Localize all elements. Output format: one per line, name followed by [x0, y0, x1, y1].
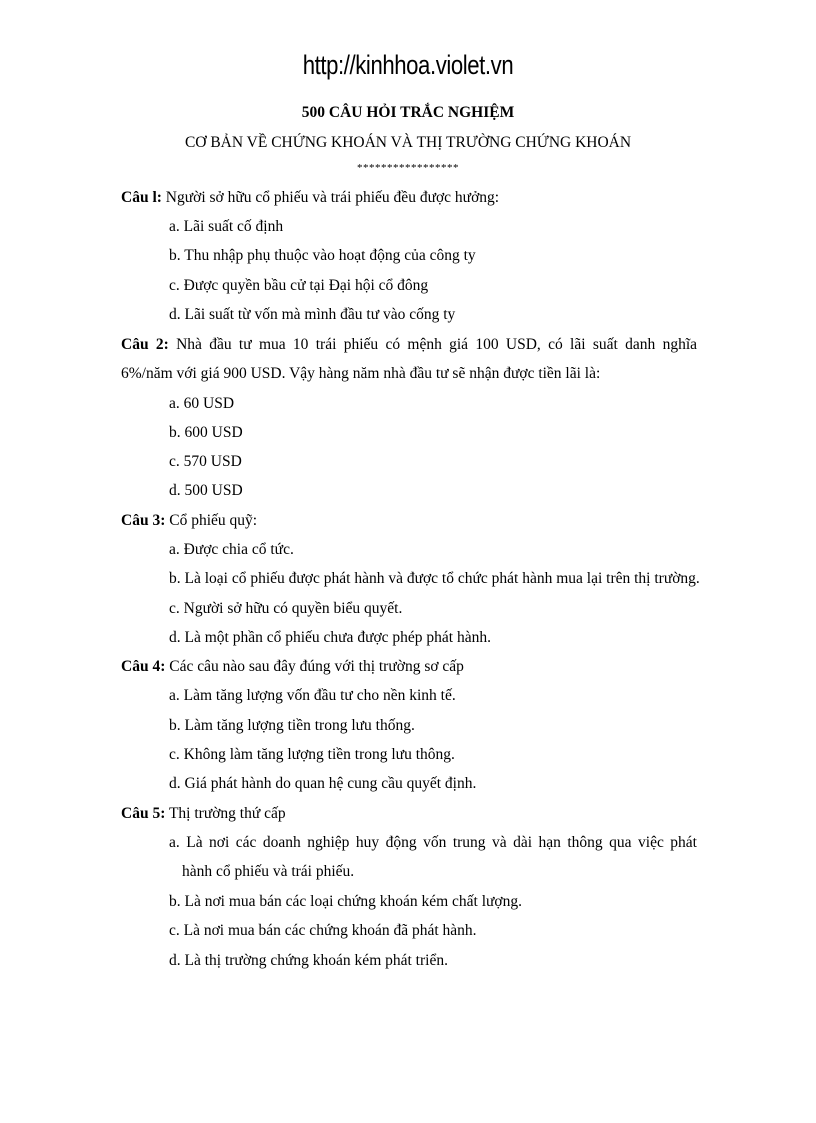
- question-label: Câu l:: [121, 189, 162, 206]
- option-4a: a. Làm tăng lượng vốn đầu tư cho nền kinh tế.: [169, 687, 456, 704]
- question-label: Câu 3:: [121, 512, 166, 529]
- question-label: Câu 5:: [121, 805, 166, 822]
- option-4b: b. Làm tăng lượng tiền trong lưu thống.: [169, 717, 415, 734]
- question-text: Nhà đầu tư mua 10 trái phiếu có mệnh giá 100 USD, có lãi suất danh nghĩa: [176, 336, 698, 353]
- option-3d: d. Là một phần cổ phiếu chưa được phép phát hành.: [169, 629, 491, 646]
- option-1b: b. Thu nhập phụ thuộc vào hoạt động của công ty: [169, 247, 476, 264]
- question-4: [121, 657, 697, 677]
- option-4d: d. Giá phát hành do quan hệ cung cầu quyết định.: [169, 775, 477, 792]
- question-5: [121, 804, 697, 824]
- question-3: [121, 511, 697, 531]
- option-3c: c. Người sở hữu có quyền biểu quyết.: [169, 600, 403, 617]
- option-5c: c. Là nơi mua bán các chứng khoán đã phát hành.: [169, 922, 477, 939]
- option-2d: d. 500 USD: [169, 482, 243, 499]
- question-text: Người sở hữu cổ phiếu và trái phiếu đều được hưởng:: [165, 189, 500, 206]
- option-4c: c. Không làm tăng lượng tiền trong lưu thông.: [169, 746, 455, 763]
- document-title: 500 CÂU HỎI TRẮC NGHIỆM: [301, 104, 515, 121]
- question-2-continuation: 6%/năm với giá 900 USD. Vậy hàng năm nhà đầu tư sẽ nhận được tiền lãi là:: [121, 365, 601, 382]
- option-3a: a. Được chia cổ tức.: [169, 541, 294, 558]
- site-url: http://kinhhoa.violet.vn: [302, 50, 514, 80]
- question-1: [121, 188, 697, 208]
- question-label: Câu 4:: [121, 658, 166, 675]
- option-5b: b. Là nơi mua bán các loại chứng khoán kém chất lượng.: [169, 893, 522, 910]
- option-1c: c. Được quyền bầu cử tại Đại hội cổ đông: [169, 277, 429, 294]
- option-1a: a. Lãi suất cố định: [169, 218, 284, 235]
- option-2c: c. 570 USD: [169, 453, 242, 470]
- question-label: Câu 2:: [121, 336, 169, 353]
- option-5a: a. Là nơi các doanh nghiệp huy động vốn trung và dài hạn thông qua việc phát: [169, 834, 697, 851]
- document-subtitle: CƠ BẢN VỀ CHỨNG KHOÁN VÀ THỊ TRƯỜNG CHỨNG KHOÁN: [184, 134, 632, 151]
- option-5a-continuation: hành cổ phiếu và trái phiếu.: [182, 863, 355, 880]
- question-2: [121, 335, 697, 355]
- option-1d: d. Lãi suất từ vốn mà mình đầu tư vào cống ty: [169, 306, 456, 323]
- option-5d: d. Là thị trường chứng khoán kém phát triển.: [169, 952, 448, 969]
- question-text: Thị trường thứ cấp: [168, 805, 286, 822]
- star-divider: *****************: [357, 162, 459, 174]
- option-2b: b. 600 USD: [169, 424, 243, 441]
- question-text: Cổ phiếu quỹ:: [169, 512, 258, 529]
- option-3b: b. Là loại cổ phiếu được phát hành và được tổ chức phát hành mua lại trên thị trường.: [169, 570, 700, 587]
- option-2a: a. 60 USD: [169, 395, 235, 412]
- question-text: Các câu nào sau đây đúng với thị trường sơ cấp: [169, 658, 464, 675]
